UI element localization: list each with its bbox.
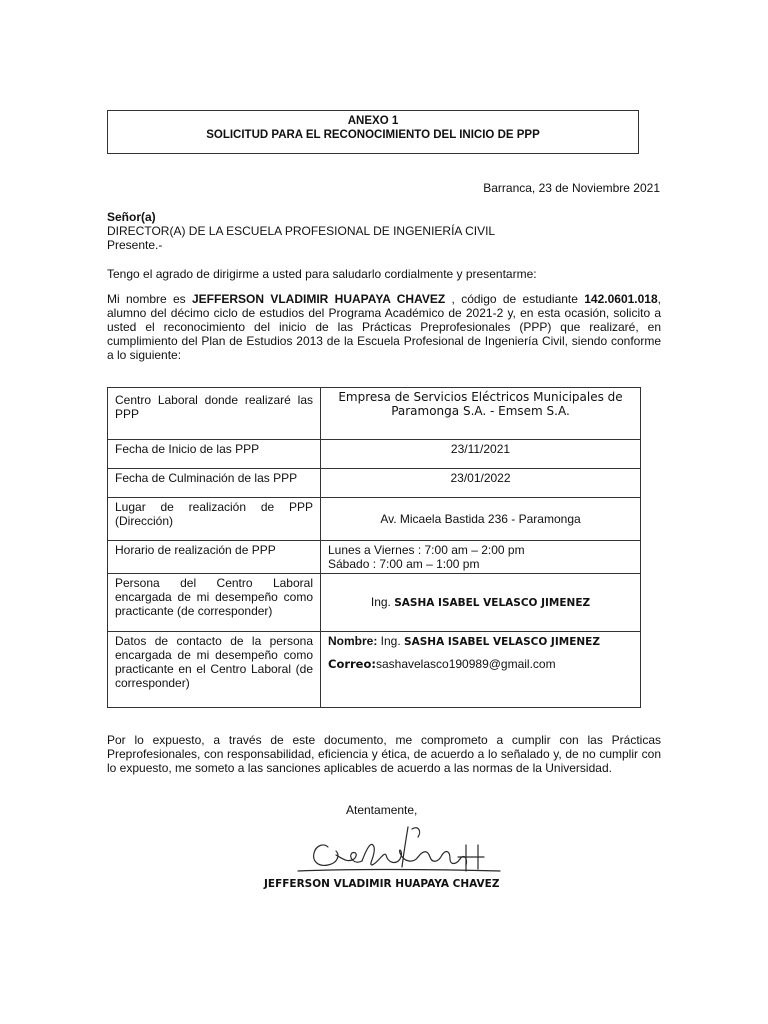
contact-email: sashavelasco190989@gmail.com — [375, 657, 556, 671]
row-label: Fecha de Culminación de las PPP — [108, 469, 321, 498]
row-label: Datos de contacto de la persona encargada de mi desempeño como practicante en el Centro Laboral (de corresponder) — [108, 632, 321, 708]
address-text: Av. Micaela Bastida 236 - Paramonga — [380, 512, 581, 526]
sincerely-line: Atentamente, — [346, 803, 418, 817]
end-date-value: 23/01/2022 — [321, 469, 641, 498]
supervisor-prefix: Ing. — [370, 595, 395, 609]
table-row — [108, 388, 641, 440]
intro-text-2: , código de estudiante — [445, 292, 585, 306]
row-label: Fecha de Inicio de las PPP — [108, 440, 321, 469]
row-label: Persona del Centro Laboral encargada de mi desempeño como practicante (de corresponder) — [108, 574, 321, 632]
greeting-paragraph: Tengo el agrado de dirigirme a usted para saludarlo cordialmente y presentarme: — [107, 267, 537, 281]
schedule-value — [321, 541, 641, 574]
table-row — [108, 574, 641, 632]
student-name: JEFFERSON VLADIMIR HUAPAYA CHAVEZ — [192, 292, 446, 306]
salutation: Señor(a) — [107, 210, 156, 224]
annex-title-box — [107, 110, 639, 154]
workplace-value: Empresa de Servicios Eléctricos Municipales de Paramonga S.A. - Emsem S.A. — [321, 388, 641, 440]
closing-paragraph: Por lo expuesto, a través de este documento, me comprometo a cumplir con las Prácticas Preprofesionales, con responsabilidad, eficiencia y ética, de acuerdo a lo señalado y, de no cumplir con lo expuesto, me someto a las sanciones aplicables de acuerdo a las normas de la Universidad. — [107, 733, 661, 775]
document-title: SOLICITUD PARA EL RECONOCIMIENTO DEL INICIO DE PPP — [206, 129, 540, 141]
table-row — [108, 541, 641, 574]
contact-name-label: Nombre: — [328, 634, 378, 648]
annex-label: ANEXO 1 — [347, 115, 399, 127]
contact-email-line — [328, 657, 633, 671]
schedule-saturday: Sábado : 7:00 am – 1:00 pm — [328, 557, 480, 571]
ppp-details-table — [107, 387, 641, 708]
student-code: 142.0601.018 — [584, 292, 658, 306]
intro-paragraph — [107, 292, 661, 362]
presente-line: Presente.- — [107, 238, 163, 252]
addressee-block — [107, 210, 495, 252]
table-row — [108, 469, 641, 498]
supervisor-name: SASHA ISABEL VELASCO JIMENEZ — [394, 597, 591, 609]
supervisor-value — [321, 574, 641, 632]
date-line: Barranca, 23 de Noviembre 2021 — [483, 181, 660, 195]
table-row — [108, 440, 641, 469]
start-date-value: 23/11/2021 — [321, 440, 641, 469]
contact-value — [321, 632, 641, 708]
table-row — [108, 498, 641, 541]
signer-name: JEFFERSON VLADIMIR HUAPAYA CHAVEZ — [264, 878, 500, 890]
schedule-weekdays: Lunes a Viernes : 7:00 am – 2:00 pm — [328, 543, 525, 557]
row-label: Horario de realización de PPP — [108, 541, 321, 574]
contact-name-prefix: Ing. — [377, 634, 405, 648]
addressee-position: DIRECTOR(A) DE LA ESCUELA PROFESIONAL DE INGENIERÍA CIVIL — [107, 224, 496, 238]
contact-name-line — [328, 634, 633, 649]
contact-email-label: Correo: — [328, 657, 376, 671]
intro-text-3: , alumno del décimo ciclo de estudios del Programa Académico de 2021-2 y, en esta ocasión, solicito a usted el reconocimiento del inicio de las Prácticas Preprofesionales (PPP) que realizaré, en cumplimiento del Plan de Estudios 2013 de la Escuela Profesional de Ingeniería Civil, siendo conforme a lo siguiente: — [107, 292, 661, 362]
address-value — [321, 498, 641, 541]
contact-name: SASHA ISABEL VELASCO JIMENEZ — [404, 636, 600, 648]
row-label: Lugar de realización de PPP (Dirección) — [108, 498, 321, 541]
signature-drawing — [288, 815, 508, 885]
row-label: Centro Laboral donde realizaré las PPP — [108, 388, 321, 440]
intro-text-1: Mi nombre es — [107, 292, 192, 306]
table-row — [108, 632, 641, 708]
